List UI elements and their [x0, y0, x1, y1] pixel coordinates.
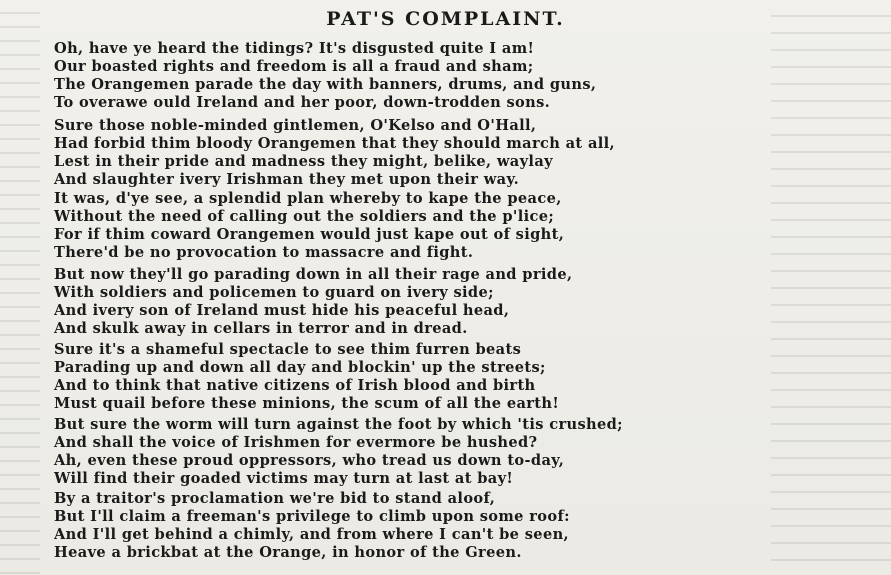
poem-line: And skulk away in cellars in terror and in dread. — [54, 320, 468, 337]
poem-title: PAT'S COMPLAINT. — [326, 8, 565, 30]
poem-line: Parading up and down all day and blockin' up the streets; — [54, 359, 546, 376]
poem-line: Ah, even these proud oppressors, who tread us down to-day, — [54, 452, 565, 469]
poem-line: There'd be no provocation to massacre and fight. — [54, 244, 474, 261]
stanza-7 — [54, 490, 854, 562]
poem-line: The Orangemen parade the day with banners, drums, and guns, — [54, 76, 597, 93]
poem-line: Lest in their pride and madness they might, belike, waylay — [54, 153, 553, 170]
poem-line: And slaughter ivery Irishman they met upon their way. — [54, 171, 520, 188]
poem-line: But sure the worm will turn against the foot by which 'tis crushed; — [54, 416, 623, 433]
poem-line: By a traitor's proclamation we're bid to stand aloof, — [54, 490, 496, 507]
poem-line: Will find their goaded victims may turn at last at bay! — [54, 470, 514, 487]
poem-line: Had forbid thim bloody Orangemen that they should march at all, — [54, 135, 615, 152]
poem-line: With soldiers and policemen to guard on ivery side; — [54, 284, 494, 301]
stanza-3 — [54, 190, 854, 262]
poem-line: It was, d'ye see, a splendid plan whereby to kape the peace, — [54, 190, 562, 207]
stanza-5 — [54, 341, 854, 413]
stanza-1 — [54, 40, 854, 112]
stanza-4 — [54, 266, 854, 338]
poem-line: For if thim coward Orangemen would just kape out of sight, — [54, 226, 565, 243]
poem-line: Sure it's a shameful spectacle to see thim furren beats — [54, 341, 522, 358]
stanza-2 — [54, 117, 854, 189]
poem-line: And I'll get behind a chimly, and from where I can't be seen, — [54, 526, 569, 543]
poem-line: Oh, have ye heard the tidings? It's disgusted quite I am! — [54, 40, 535, 57]
poem-line: Heave a brickbat at the Orange, in honor of the Green. — [54, 544, 522, 561]
poem-line: But I'll claim a freeman's privilege to climb upon some roof: — [54, 508, 570, 525]
poem-line: And ivery son of Ireland must hide his peaceful head, — [54, 302, 510, 319]
poem-line: But now they'll go parading down in all their rage and pride, — [54, 266, 573, 283]
poem-line: Sure those noble-minded gintlemen, O'Kelso and O'Hall, — [54, 117, 537, 134]
poem-line: And shall the voice of Irishmen for evermore be hushed? — [54, 434, 538, 451]
stanza-6 — [54, 416, 854, 488]
poem-line: Must quail before these minions, the scum of all the earth! — [54, 395, 560, 412]
poem-line: And to think that native citizens of Irish blood and birth — [54, 377, 536, 394]
poem-line: Our boasted rights and freedom is all a fraud and sham; — [54, 58, 534, 75]
poem-line: Without the need of calling out the soldiers and the p'lice; — [54, 208, 555, 225]
poem-line: To overawe ould Ireland and her poor, down-trodden sons. — [54, 94, 551, 111]
